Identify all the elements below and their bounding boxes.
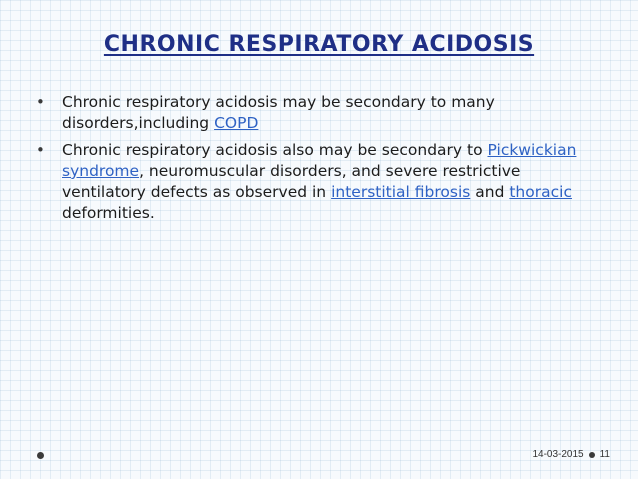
bullet-text: Chronic respiratory acidosis also may be secondary to <box>62 141 488 159</box>
footer-date: 14-03-2015 <box>532 449 584 460</box>
link-thoracic[interactable]: thoracic <box>509 183 572 201</box>
footer-left-dot-icon <box>37 452 44 459</box>
bullet-text: Chronic respiratory acidosis may be secondary to many disorders,including <box>62 93 495 132</box>
slide-footer <box>532 449 610 460</box>
link-copd[interactable]: COPD <box>214 114 259 132</box>
bullet-item-copd <box>36 92 606 134</box>
bullet-text: , neuromuscular disorders, and severe restrictive ventilatory defects as observed in <box>62 162 521 201</box>
bullet-item-pickwickian <box>36 140 606 224</box>
bullet-list <box>36 92 606 230</box>
link-interstitial-fibrosis[interactable]: interstitial fibrosis <box>331 183 471 201</box>
bullet-text: and <box>470 183 510 201</box>
link-pickwickian-syndrome[interactable]: Pickwickian syndrome <box>62 141 577 180</box>
footer-separator-dot-icon <box>589 452 595 458</box>
page-number: 11 <box>599 449 610 460</box>
bullet-dot-icon: • <box>36 141 45 159</box>
bullet-text: deformities. <box>62 204 155 222</box>
slide-title: CHRONIC RESPIRATORY ACIDOSIS <box>103 32 535 57</box>
bullet-dot-icon: • <box>36 93 45 111</box>
